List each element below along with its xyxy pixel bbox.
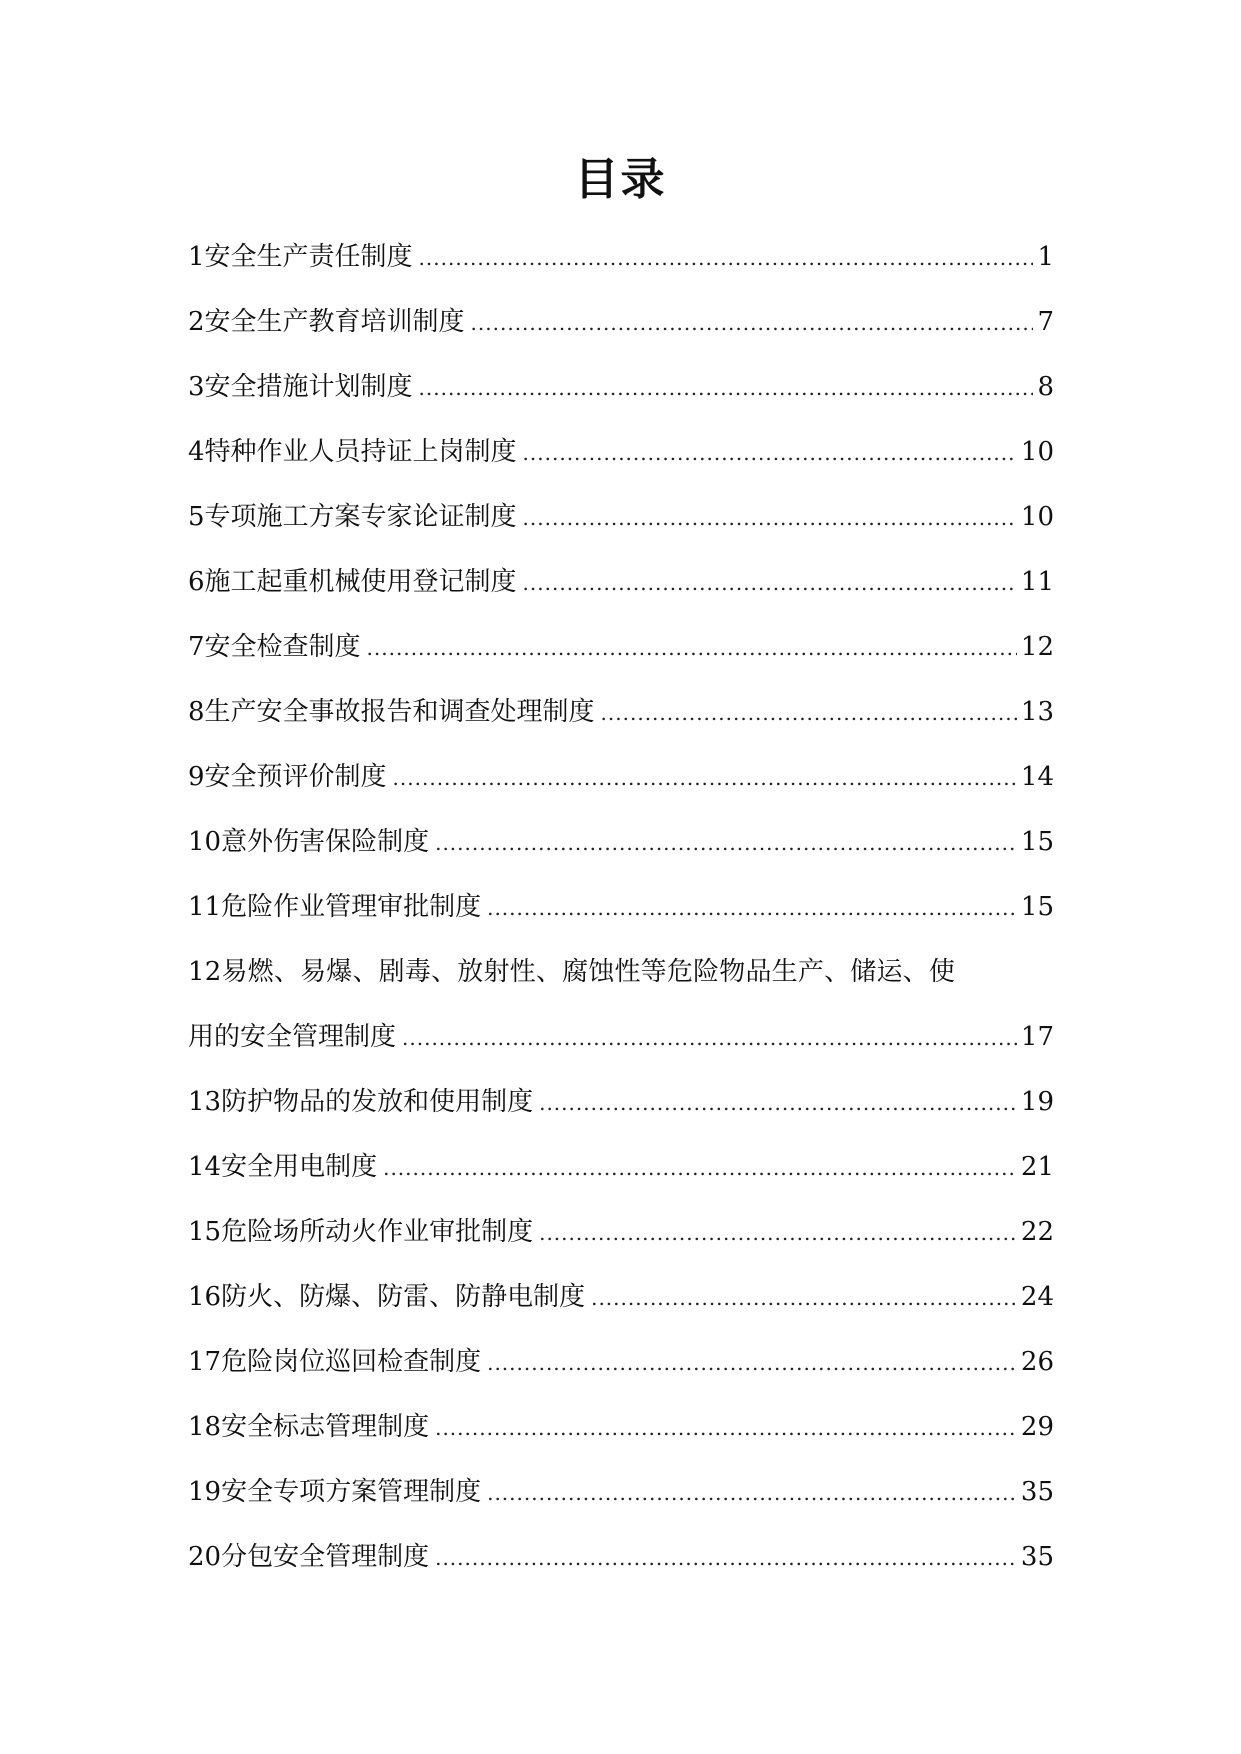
toc-entry[interactable] <box>188 550 1054 615</box>
toc-entry[interactable] <box>188 1070 1054 1135</box>
toc-entry-page: 8 <box>1037 372 1054 402</box>
toc-entry-page: 11 <box>1020 567 1054 597</box>
dot-leader <box>539 1071 1017 1136</box>
toc-entry-page: 13 <box>1020 697 1054 727</box>
toc-entry[interactable] <box>188 485 1054 550</box>
toc-entry-label: 2安全生产教育培训制度 <box>188 307 465 337</box>
toc-entry-label: 19安全专项方案管理制度 <box>188 1477 482 1507</box>
dot-leader <box>487 1461 1017 1526</box>
toc-entry[interactable] <box>188 1265 1054 1330</box>
dot-leader <box>487 876 1017 941</box>
dot-leader <box>393 746 1017 811</box>
toc-entry-label: 6施工起重机械使用登记制度 <box>188 567 517 597</box>
toc-entry-page: 29 <box>1020 1412 1054 1442</box>
toc-entry[interactable] <box>188 810 1054 875</box>
toc-entry-label-line2: 用的安全管理制度 <box>188 1022 397 1052</box>
toc-entry-page: 15 <box>1020 827 1054 857</box>
dot-leader <box>367 616 1017 681</box>
dot-leader <box>435 1526 1017 1591</box>
dot-leader <box>539 1201 1017 1266</box>
toc-entry-label: 15危险场所动火作业审批制度 <box>188 1217 534 1247</box>
toc-entry-label: 4特种作业人员持证上岗制度 <box>188 437 517 467</box>
toc-entry[interactable] <box>188 940 1054 1070</box>
dot-leader <box>419 226 1034 291</box>
toc-entry-page: 17 <box>1020 1022 1054 1052</box>
dot-leader <box>435 811 1017 876</box>
toc-entry[interactable] <box>188 1200 1054 1265</box>
toc-entry-label: 5专项施工方案专家论证制度 <box>188 502 517 532</box>
dot-leader <box>601 681 1017 746</box>
toc-entry-page: 12 <box>1020 632 1054 662</box>
toc-entry-page: 14 <box>1020 762 1054 792</box>
toc-entry[interactable] <box>188 745 1054 810</box>
toc-entry[interactable] <box>188 1330 1054 1395</box>
toc-entry-page: 26 <box>1020 1347 1054 1377</box>
toc-entry-label: 1安全生产责任制度 <box>188 242 413 272</box>
toc-entry-label: 14安全用电制度 <box>188 1152 378 1182</box>
dot-leader <box>471 291 1034 356</box>
toc-entry-page: 1 <box>1037 242 1054 272</box>
toc-entry[interactable] <box>188 1135 1054 1200</box>
dot-leader <box>523 551 1017 616</box>
toc-entry-page: 21 <box>1020 1152 1054 1182</box>
toc-entry-page: 7 <box>1037 307 1054 337</box>
dot-leader <box>383 1136 1017 1201</box>
toc-entry[interactable] <box>188 355 1054 420</box>
toc-entry[interactable] <box>188 420 1054 485</box>
dot-leader <box>523 486 1017 551</box>
toc-title: 目录 <box>574 154 667 205</box>
toc-entry[interactable] <box>188 290 1054 355</box>
toc-entry-label: 13防护物品的发放和使用制度 <box>188 1087 534 1117</box>
toc-entry-page: 35 <box>1020 1477 1054 1507</box>
toc-entry[interactable] <box>188 680 1054 745</box>
toc-entry-page: 15 <box>1020 892 1054 922</box>
toc-entry-label: 11危险作业管理审批制度 <box>188 892 482 922</box>
dot-leader <box>487 1331 1017 1396</box>
toc-entry[interactable] <box>188 225 1054 290</box>
toc-entry-page: 10 <box>1020 502 1054 532</box>
dot-leader <box>419 356 1034 421</box>
toc-entry[interactable] <box>188 1395 1054 1460</box>
toc-entry-page: 24 <box>1020 1282 1054 1312</box>
dot-leader <box>402 1006 1017 1071</box>
toc-entry-label: 17危险岗位巡回检查制度 <box>188 1347 482 1377</box>
toc-entry[interactable] <box>188 615 1054 680</box>
toc-entry-label-line1: 12易燃、易爆、剧毒、放射性、腐蚀性等危险物品生产、储运、使 <box>188 957 956 987</box>
toc-entry-label: 10意外伤害保险制度 <box>188 827 430 857</box>
toc-entry-page: 19 <box>1020 1087 1054 1117</box>
toc-entry[interactable] <box>188 875 1054 940</box>
toc-entry-label: 18安全标志管理制度 <box>188 1412 430 1442</box>
toc-list <box>188 225 1054 1590</box>
toc-entry-label: 9安全预评价制度 <box>188 762 387 792</box>
dot-leader <box>435 1396 1017 1461</box>
toc-entry-page: 22 <box>1020 1217 1054 1247</box>
toc-entry[interactable] <box>188 1525 1054 1590</box>
toc-entry-page: 10 <box>1020 437 1054 467</box>
dot-leader <box>591 1266 1017 1331</box>
toc-entry-label: 16防火、防爆、防雷、防静电制度 <box>188 1282 586 1312</box>
toc-entry-label: 7安全检查制度 <box>188 632 361 662</box>
toc-entry-page: 35 <box>1020 1542 1054 1572</box>
toc-entry-label: 3安全措施计划制度 <box>188 372 413 402</box>
dot-leader <box>523 421 1017 486</box>
toc-entry-label: 20分包安全管理制度 <box>188 1542 430 1572</box>
toc-entry[interactable] <box>188 1460 1054 1525</box>
toc-entry-label: 8生产安全事故报告和调查处理制度 <box>188 697 595 727</box>
